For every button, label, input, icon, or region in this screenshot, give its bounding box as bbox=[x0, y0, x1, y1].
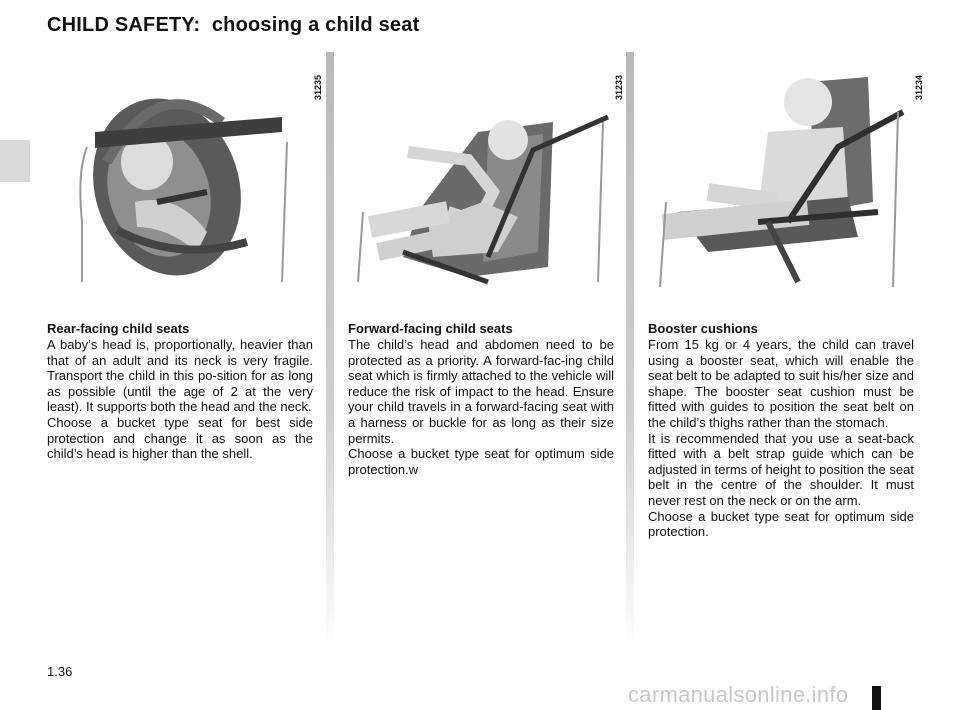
column-divider-left bbox=[326, 52, 334, 652]
booster-cushion-image bbox=[648, 52, 914, 292]
rear-facing-seat-illustration bbox=[47, 52, 323, 292]
figure-code: 31234 bbox=[914, 74, 924, 100]
section-heading: Forward-facing child seats bbox=[348, 321, 513, 336]
body-paragraph: The child’s head and abdomen need to be protected as a priority. A forward-fac-ing child seat which is firmly attached to the vehicle will reduce the risk of impact to the head. Ensure your child travels in a forward-facing seat with a harness or buckle for as long as their size permits. bbox=[348, 337, 614, 446]
body-paragraph: Choose a bucket type seat for optimum side protection.w bbox=[348, 446, 614, 477]
body-paragraph: Choose a bucket type seat for best side protection and change it as soon as the child’s head is higher than the shell. bbox=[47, 414, 313, 462]
column-rear-facing bbox=[47, 52, 323, 462]
forward-facing-seat-image bbox=[348, 52, 614, 292]
section-tab bbox=[0, 140, 30, 182]
corner-mark bbox=[872, 686, 881, 710]
page-title: CHILD SAFETY: choosing a child seat bbox=[47, 14, 420, 36]
column-divider-right bbox=[626, 52, 634, 652]
watermark: carmanualsonline.info bbox=[628, 682, 849, 707]
booster-seat-illustration bbox=[648, 52, 924, 292]
column-forward-facing bbox=[348, 52, 624, 477]
body-paragraph: Choose a bucket type seat for optimum side protection. bbox=[648, 508, 914, 540]
figure-code: 31235 bbox=[313, 74, 323, 100]
forward-facing-seat-illustration bbox=[348, 52, 624, 292]
body-paragraph: A baby’s head is, proportionally, heavier than that of an adult and its neck is very fragile. Transport the child in this po-sition for as long as possible (until the age of 2 at the very least). It supports both the head and the neck. bbox=[47, 337, 313, 415]
body-paragraph: From 15 kg or 4 years, the child can travel using a booster seat, which will enable the seat belt to be adapted to suit his/her size and shape. The booster seat cushion must be fitted with guides to position the seat belt on the child’s thighs rather than the stomach. bbox=[648, 337, 914, 430]
baby-carrier-seat-image bbox=[47, 52, 313, 292]
section-heading: Booster cushions bbox=[648, 321, 758, 336]
section-heading: Rear-facing child seats bbox=[47, 321, 190, 336]
body-paragraph: It is recommended that you use a seat-back fitted with a belt strap guide which can be adjusted in terms of height to position the seat belt in the centre of the shoulder. It must never rest on the neck or on the arm. bbox=[648, 430, 914, 508]
column-booster bbox=[648, 52, 924, 540]
page-number: 1.36 bbox=[47, 664, 73, 679]
figure-code: 31233 bbox=[614, 74, 624, 100]
